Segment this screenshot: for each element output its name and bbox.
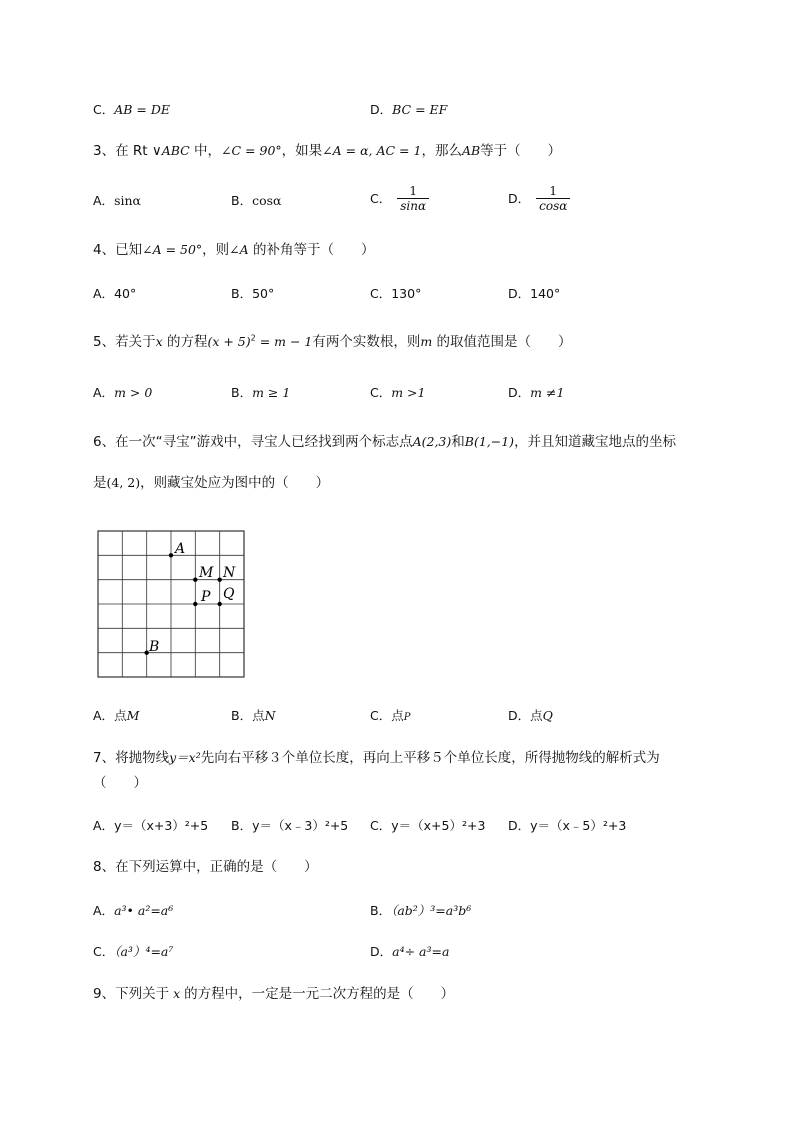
point-a bbox=[169, 553, 173, 557]
q7-option-b bbox=[231, 817, 348, 835]
q3-option-b bbox=[231, 192, 281, 210]
option-label: B． bbox=[231, 385, 253, 400]
q5-math: x bbox=[155, 334, 163, 349]
q8-option-a bbox=[93, 902, 173, 920]
question-7-stem bbox=[93, 749, 660, 767]
q3-text: 等于（ ） bbox=[480, 143, 562, 159]
q4-text: ，则 bbox=[202, 242, 230, 258]
label-a: A bbox=[175, 541, 186, 557]
option-math: N bbox=[264, 708, 276, 723]
q4-text: 的补角等于（ ） bbox=[248, 242, 375, 258]
option-label: C． bbox=[370, 286, 392, 301]
q8-option-c bbox=[93, 943, 173, 961]
option-text: y＝（x﹣5）²+3 bbox=[530, 818, 627, 833]
q3-math: ∠C = 90° bbox=[221, 143, 282, 158]
question-6-stem-line2 bbox=[93, 474, 329, 492]
option-label: A． bbox=[93, 286, 115, 301]
q4-option-b bbox=[231, 285, 274, 303]
fraction-numerator: 1 bbox=[549, 184, 558, 198]
q5-text: 的取值范围是（ ） bbox=[432, 334, 572, 350]
option-label: A． bbox=[93, 193, 115, 208]
q5-option-c bbox=[370, 384, 426, 402]
option-text: 点 bbox=[530, 708, 543, 723]
q8-text: 在下列运算中，正确的是（ ） bbox=[115, 859, 318, 875]
q8-option-d bbox=[370, 943, 449, 961]
q7-option-c bbox=[370, 817, 485, 835]
point-m bbox=[193, 578, 197, 582]
question-number: 5、 bbox=[93, 334, 116, 350]
q6-text: ，并且知道藏宝地点的坐标 bbox=[514, 434, 677, 450]
q5-math: m bbox=[420, 334, 433, 349]
q3-text: ，那么 bbox=[421, 143, 462, 159]
q6-option-b bbox=[231, 707, 276, 725]
option-label: B． bbox=[231, 193, 253, 208]
option-label: B． bbox=[370, 903, 392, 918]
option-text: m > 0 bbox=[114, 385, 153, 400]
option-label: C． bbox=[370, 708, 392, 723]
question-number: 4、 bbox=[93, 242, 116, 258]
q6-text: 在一次“寻宝”游戏中，寻宝人已经找到两个标志点 bbox=[115, 434, 413, 450]
q5-exponent: 2 bbox=[250, 333, 256, 343]
question-4-stem bbox=[93, 241, 374, 259]
q5-option-a bbox=[93, 384, 152, 402]
option-text: y＝（x+3）²+5 bbox=[114, 818, 209, 833]
label-m: M bbox=[199, 565, 214, 581]
q3-math: ABC bbox=[161, 143, 190, 158]
option-math: P bbox=[403, 712, 411, 723]
q7-text: 将抛物线 bbox=[115, 750, 170, 766]
q7-option-d bbox=[508, 817, 626, 835]
option-text: y＝（x﹣3）²+5 bbox=[252, 818, 349, 833]
q4-option-c bbox=[370, 285, 421, 303]
q6-text: ，则藏宝处应为图中的（ ） bbox=[140, 475, 330, 491]
option-label: B． bbox=[231, 286, 253, 301]
question-3-stem bbox=[93, 142, 561, 160]
option-text: 40° bbox=[114, 286, 137, 301]
q7-option-a bbox=[93, 817, 208, 835]
q6-option-c bbox=[370, 707, 410, 727]
option-label: D． bbox=[508, 286, 531, 301]
q2-option-d bbox=[370, 101, 447, 119]
question-number: 9、 bbox=[93, 986, 116, 1002]
point-n bbox=[218, 578, 222, 582]
option-label: C． bbox=[93, 944, 115, 959]
option-text: m ≥ 1 bbox=[252, 385, 291, 400]
option-label: D． bbox=[508, 818, 531, 833]
label-q: Q bbox=[223, 586, 235, 602]
option-label: A． bbox=[93, 708, 115, 723]
question-9-stem bbox=[93, 985, 454, 1003]
q5-math: = m − 1 bbox=[255, 334, 313, 349]
option-text: a⁴÷ a³=a bbox=[392, 944, 450, 959]
option-label: D． bbox=[508, 708, 531, 723]
q3-math: ∠A = α, AC = 1 bbox=[322, 143, 422, 158]
question-number: 3、 bbox=[93, 143, 116, 159]
q9-text: 下列关于 bbox=[115, 986, 170, 1002]
treasure-grid-figure bbox=[97, 530, 247, 680]
option-math: Q bbox=[542, 708, 553, 723]
q4-option-a bbox=[93, 285, 136, 303]
q2-option-d-text: BC = EF bbox=[392, 102, 448, 117]
option-label: A． bbox=[93, 903, 115, 918]
option-label: D． bbox=[508, 190, 531, 206]
fraction-numerator: 1 bbox=[409, 184, 417, 198]
point-p bbox=[193, 602, 197, 606]
q2-option-c bbox=[93, 101, 170, 119]
q6-math: A(2,3) bbox=[412, 434, 452, 449]
q3-text: 在 Rt ∨ bbox=[115, 143, 162, 159]
q7-math: y＝x² bbox=[169, 750, 201, 765]
fraction bbox=[397, 184, 429, 213]
q6-text: 是 bbox=[93, 475, 107, 491]
option-label: D． bbox=[370, 944, 393, 959]
q5-text: 若关于 bbox=[115, 334, 156, 350]
q4-option-d bbox=[508, 285, 560, 303]
grid-lines bbox=[98, 531, 244, 677]
option-label: A． bbox=[93, 818, 115, 833]
option-label: B． bbox=[231, 708, 253, 723]
question-6-stem-line1 bbox=[93, 433, 676, 451]
option-text: m ≠1 bbox=[530, 385, 565, 400]
question-7-stem-line2: （ ） bbox=[93, 775, 147, 791]
question-5-stem bbox=[93, 333, 572, 351]
q2-option-d-label: D． bbox=[370, 102, 393, 117]
option-text: 50° bbox=[252, 286, 275, 301]
option-text: 140° bbox=[530, 286, 561, 301]
q6-option-d bbox=[508, 707, 553, 725]
option-label: D． bbox=[508, 385, 531, 400]
option-label: C． bbox=[370, 190, 392, 206]
q2-option-c-label: C． bbox=[93, 102, 115, 117]
q5-math: (x + 5) bbox=[207, 334, 251, 349]
q3-option-a bbox=[93, 192, 141, 210]
label-p: P bbox=[201, 589, 211, 605]
q2-option-c-text: AB = DE bbox=[114, 102, 171, 117]
option-text: cosα bbox=[252, 193, 282, 208]
option-text: m >1 bbox=[391, 385, 426, 400]
q3-math: AB bbox=[461, 143, 481, 158]
q5-option-b bbox=[231, 384, 290, 402]
fraction bbox=[536, 184, 570, 213]
q9-math: x bbox=[169, 986, 185, 1001]
q3-option-c bbox=[370, 184, 429, 213]
option-text: （ab²）³=a³b⁶ bbox=[391, 903, 472, 918]
label-n: N bbox=[223, 565, 236, 581]
q3-text: ，如果 bbox=[281, 143, 323, 159]
q9-text: 的方程中，一定是一元二次方程的是（ ） bbox=[184, 986, 455, 1002]
option-text: 点 bbox=[391, 708, 404, 723]
option-text: y＝（x+5）²+3 bbox=[391, 818, 486, 833]
question-number: 7、 bbox=[93, 750, 116, 766]
option-label: C． bbox=[370, 385, 392, 400]
q4-math: ∠A = 50° bbox=[142, 242, 203, 257]
option-text: 点 bbox=[252, 708, 265, 723]
fraction-denominator: cosα bbox=[536, 198, 570, 213]
point-q bbox=[218, 602, 222, 606]
option-label: A． bbox=[93, 385, 115, 400]
question-8-stem bbox=[93, 858, 318, 876]
q4-math: ∠A bbox=[229, 242, 249, 257]
option-label: B． bbox=[231, 818, 253, 833]
q5-text: 的方程 bbox=[162, 334, 208, 350]
q8-option-b bbox=[370, 902, 471, 920]
question-number: 8、 bbox=[93, 859, 116, 875]
q6-option-a bbox=[93, 707, 139, 725]
q7-text: 先向右平移３个单位长度，再向上平移５个单位长度，所得抛物线的解析式为 bbox=[200, 750, 660, 766]
q6-text: 和 bbox=[451, 434, 465, 450]
q3-option-d bbox=[508, 184, 570, 213]
option-text: sinα bbox=[114, 193, 141, 208]
option-text: a³• a²=a⁶ bbox=[114, 903, 174, 918]
fraction-denominator: sinα bbox=[397, 198, 429, 213]
option-text: （a³）⁴=a⁷ bbox=[114, 944, 174, 959]
option-text: 130° bbox=[391, 286, 422, 301]
label-b: B bbox=[149, 639, 160, 655]
option-text: 点 bbox=[114, 708, 127, 723]
q5-text: 有两个实数根，则 bbox=[312, 334, 421, 350]
q3-text: 中， bbox=[189, 143, 222, 159]
q6-math: (4, 2) bbox=[106, 475, 141, 490]
q6-math: B(1,−1) bbox=[464, 434, 515, 449]
option-math: M bbox=[126, 708, 140, 723]
q5-option-d bbox=[508, 384, 564, 402]
q4-text: 已知 bbox=[115, 242, 143, 258]
option-label: C． bbox=[370, 818, 392, 833]
question-number: 6、 bbox=[93, 434, 116, 450]
